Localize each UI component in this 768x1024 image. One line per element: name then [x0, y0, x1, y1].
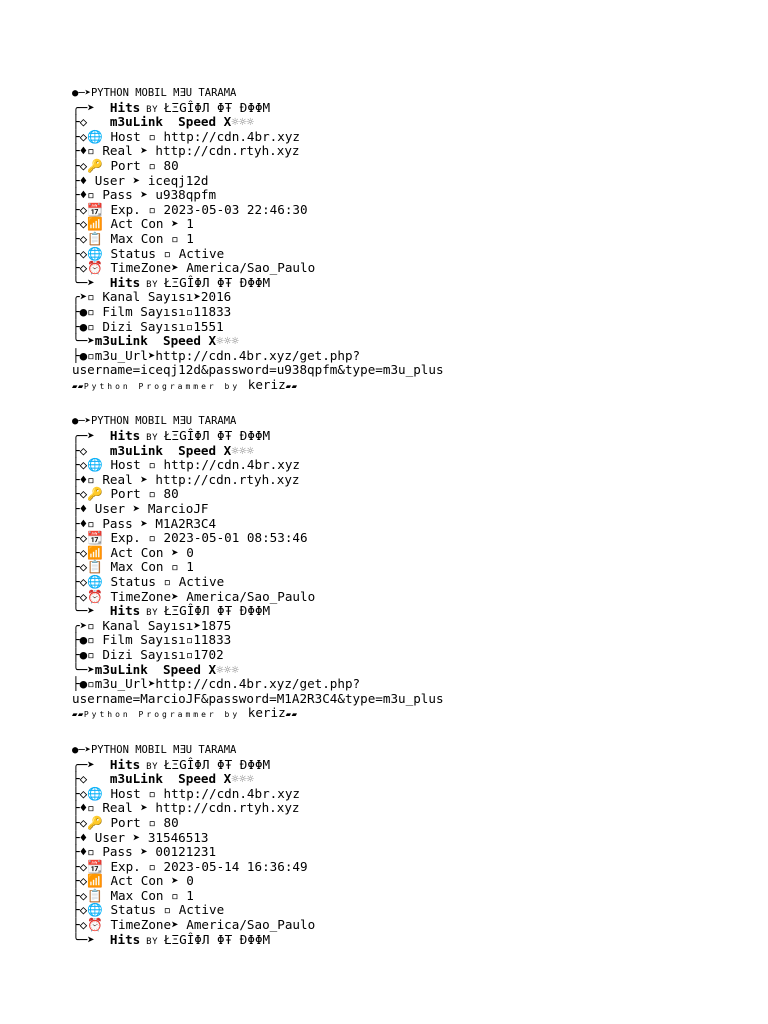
hits-name: ŁΞGÎΦЛ ΦŦ ÐΦΦМ — [163, 931, 271, 947]
real-value: http://cdn.rtyh.xyz — [155, 800, 300, 816]
document-body — [72, 86, 752, 969]
scan-header — [72, 743, 752, 758]
pass-row — [72, 517, 752, 532]
exp-row — [72, 203, 752, 218]
film-value: 11833 — [193, 303, 232, 319]
url-query: username=iceqj12d&password=u938qpfm&type=m3u_plus — [72, 362, 444, 378]
real-row — [72, 144, 752, 159]
result-block — [72, 86, 752, 392]
host-label: Host ▫ — [110, 785, 164, 801]
link-speed-label: m3uLink Speed X — [109, 114, 232, 130]
user-label: User ➤ — [94, 829, 148, 845]
hits-name: ŁΞGÎΦЛ ΦŦ ÐΦΦМ — [163, 756, 271, 772]
hits-end-line — [72, 933, 752, 948]
hits-name: ŁΞGÎΦЛ ΦŦ ÐΦΦМ — [163, 603, 271, 619]
hits-line — [72, 758, 752, 773]
globe-icon: ├◇🌐 — [72, 902, 111, 918]
stars-icon: ☼☼☼ — [216, 333, 239, 349]
port-value: 80 — [163, 157, 179, 173]
user-label: User ➤ — [94, 501, 148, 517]
user-value: iceqj12d — [147, 172, 209, 188]
tree-prefix: ├●▫ — [72, 318, 103, 334]
max-value: 1 — [186, 230, 194, 246]
real-row — [72, 473, 752, 488]
status-value: Active — [178, 902, 225, 918]
max-label: Max Con ▫ — [110, 559, 187, 575]
port-label: Port ▫ — [110, 157, 164, 173]
pass-label: Pass ➤ — [102, 844, 156, 860]
hits-name: ŁΞGÎΦЛ ΦŦ ÐΦΦМ — [163, 274, 271, 290]
kanal-row — [72, 619, 752, 634]
url-label: m3u_Url➤ — [94, 676, 156, 692]
exp-label: Exp. ▫ — [110, 858, 164, 874]
signal-icon: ├◇📶 — [72, 544, 111, 560]
link-speed-label: m3uLink Speed X — [94, 661, 217, 677]
tree-prefix: ├♦▫ — [72, 143, 103, 159]
port-row — [72, 487, 752, 502]
scan-header — [72, 414, 752, 429]
port-value: 80 — [163, 814, 179, 830]
tree-prefix: ╰─➤ — [72, 603, 110, 619]
tree-prefix: ├◇ — [72, 442, 110, 458]
footer-line — [72, 706, 752, 721]
dizi-label: Dizi Sayısı▫ — [102, 646, 194, 662]
clipboard-icon: ├◇📋 — [72, 559, 111, 575]
header-text: ●─➤PYTHON MOBIL MƎU TARAMA — [72, 743, 237, 756]
footer-mark: ▰▰ — [72, 710, 84, 721]
link-speed-label: m3uLink Speed X — [109, 771, 232, 787]
max-value: 1 — [186, 887, 194, 903]
film-row — [72, 633, 752, 648]
tree-prefix: ╰─➤ — [72, 661, 95, 677]
header-text: ●─➤PYTHON MOBIL MƎU TARAMA — [72, 415, 237, 428]
max-label: Max Con ▫ — [110, 230, 187, 246]
timezone-row — [72, 918, 752, 933]
stars-icon: ☼☼☼ — [231, 114, 254, 130]
hits-end-line — [72, 276, 752, 291]
pass-row — [72, 845, 752, 860]
key-icon: ├◇🔑 — [72, 814, 111, 830]
url-row-continued — [72, 692, 752, 707]
footer-line — [72, 378, 752, 393]
url-row-continued — [72, 363, 752, 378]
tree-prefix: ├◇ — [72, 771, 110, 787]
tree-prefix: ├●▫ — [72, 303, 103, 319]
port-row — [72, 159, 752, 174]
key-icon: ├◇🔑 — [72, 157, 111, 173]
kanal-row — [72, 290, 752, 305]
kanal-label: Kanal Sayısı➤ — [102, 617, 201, 633]
signal-icon: ├◇📶 — [72, 873, 111, 889]
hits-line — [72, 101, 752, 116]
globe-icon: ├◇🌐 — [72, 785, 111, 801]
host-label: Host ▫ — [110, 457, 164, 473]
scan-header — [72, 86, 752, 101]
kanal-value: 1875 — [200, 617, 232, 633]
tree-prefix: ├●▫ — [72, 632, 103, 648]
tree-prefix: ├♦▫ — [72, 187, 103, 203]
globe-icon: ├◇🌐 — [72, 245, 111, 261]
clock-icon: ├◇⏰ — [72, 260, 111, 276]
pass-value: 00121231 — [155, 844, 217, 860]
status-row — [72, 247, 752, 262]
user-row — [72, 174, 752, 189]
footer-mark: ▰▰ — [285, 710, 298, 721]
stars-icon: ☼☼☼ — [216, 661, 239, 677]
port-label: Port ▫ — [110, 814, 164, 830]
tree-prefix: ├●▫ — [72, 676, 95, 692]
exp-row — [72, 860, 752, 875]
max-row — [72, 232, 752, 247]
tree-prefix: ├●▫ — [72, 646, 103, 662]
calendar-icon: ├◇📆 — [72, 201, 111, 217]
tree-prefix: ├♦▫ — [72, 844, 103, 860]
clock-icon: ├◇⏰ — [72, 917, 111, 933]
user-value: MarcioJF — [147, 501, 209, 517]
hits-label: Hits — [109, 603, 141, 619]
by-label: BY — [140, 279, 164, 290]
timezone-row — [72, 261, 752, 276]
url-query: username=MarcioJF&password=M1A2R3C4&type=m3u_plus — [72, 690, 444, 706]
host-value: http://cdn.4br.xyz — [163, 457, 300, 473]
act-label: Act Con ➤ — [110, 216, 187, 232]
real-label: Real ➤ — [102, 143, 156, 159]
exp-label: Exp. ▫ — [110, 201, 164, 217]
clipboard-icon: ├◇📋 — [72, 230, 111, 246]
user-value: 31546513 — [147, 829, 209, 845]
result-block — [72, 743, 752, 947]
footer-mark: ▰▰ — [72, 381, 84, 392]
pass-value: M1A2R3C4 — [155, 515, 217, 531]
hits-label: Hits — [109, 99, 141, 115]
pass-label: Pass ➤ — [102, 515, 156, 531]
exp-row — [72, 531, 752, 546]
host-row — [72, 130, 752, 145]
exp-value: 2023-05-03 22:46:30 — [163, 201, 308, 217]
max-row — [72, 889, 752, 904]
calendar-icon: ├◇📆 — [72, 530, 111, 546]
hits-name: ŁΞGÎΦЛ ΦŦ ÐΦΦМ — [163, 428, 271, 444]
user-row — [72, 831, 752, 846]
status-label: Status ▫ — [110, 574, 179, 589]
tree-prefix: ╭─➤ — [72, 428, 110, 444]
footer-mark: ▰▰ — [285, 381, 298, 392]
max-row — [72, 560, 752, 575]
dizi-value: 1551 — [193, 318, 224, 334]
hits-line — [72, 429, 752, 444]
timezone-value: America/Sao_Paulo — [186, 917, 316, 933]
real-value: http://cdn.rtyh.xyz — [155, 471, 300, 487]
exp-value: 2023-05-14 16:36:49 — [163, 858, 308, 874]
tree-prefix: ╰─➤ — [72, 274, 110, 290]
timezone-value: America/Sao_Paulo — [186, 260, 316, 276]
tree-prefix: ╭➤▫ — [72, 617, 103, 633]
dizi-row — [72, 320, 752, 335]
tree-prefix: ╭➤▫ — [72, 289, 103, 305]
kanal-label: Kanal Sayısı➤ — [102, 289, 201, 305]
film-label: Film Sayısı▫ — [102, 303, 194, 319]
host-row — [72, 787, 752, 802]
host-value: http://cdn.4br.xyz — [163, 785, 300, 801]
globe-icon: ├◇🌐 — [72, 574, 111, 589]
act-value: 1 — [186, 216, 194, 232]
port-value: 80 — [163, 486, 179, 502]
tree-prefix: ╰─➤ — [72, 931, 110, 947]
url-value: http://cdn.4br.xyz/get.php? — [155, 347, 361, 363]
link-line — [72, 444, 752, 459]
host-row — [72, 458, 752, 473]
stars-icon: ☼☼☼ — [231, 442, 254, 458]
header-text: ●─➤PYTHON MOBIL MƎU TARAMA — [72, 87, 237, 99]
calendar-icon: ├◇📆 — [72, 858, 111, 874]
link-speed-label: m3uLink Speed X — [109, 442, 232, 458]
kanal-value: 2016 — [200, 289, 232, 305]
port-row — [72, 816, 752, 831]
act-row — [72, 874, 752, 889]
hits-name: ŁΞGÎΦЛ ΦŦ ÐΦΦМ — [163, 99, 271, 115]
film-label: Film Sayısı▫ — [102, 632, 194, 648]
status-label: Status ▫ — [110, 245, 179, 261]
by-label: BY — [140, 104, 164, 115]
by-label: BY — [140, 936, 164, 947]
act-value: 0 — [186, 873, 194, 889]
host-label: Host ▫ — [110, 128, 164, 144]
pass-row — [72, 188, 752, 203]
tree-prefix: ├♦ — [72, 829, 95, 845]
timezone-label: TimeZone➤ — [110, 260, 187, 276]
pass-label: Pass ➤ — [102, 187, 156, 203]
dizi-value: 1702 — [193, 646, 224, 662]
act-value: 0 — [186, 544, 194, 560]
url-row — [72, 349, 752, 364]
url-row — [72, 677, 752, 692]
act-row — [72, 546, 752, 561]
film-value: 11833 — [193, 632, 232, 648]
max-value: 1 — [186, 559, 194, 575]
link-speed-label: m3uLink Speed X — [94, 333, 217, 349]
tree-prefix: ╰─➤ — [72, 333, 95, 349]
link-end-line — [72, 663, 752, 678]
hits-label: Hits — [109, 274, 141, 290]
stars-icon: ☼☼☼ — [231, 771, 254, 787]
link-end-line — [72, 334, 752, 349]
timezone-value: America/Sao_Paulo — [186, 588, 316, 604]
tree-prefix: ├♦▫ — [72, 471, 103, 487]
key-icon: ├◇🔑 — [72, 486, 111, 502]
globe-icon: ├◇🌐 — [72, 128, 111, 144]
act-row — [72, 217, 752, 232]
dizi-row — [72, 648, 752, 663]
result-block — [72, 414, 752, 720]
status-value: Active — [178, 245, 225, 261]
timezone-label: TimeZone➤ — [110, 917, 187, 933]
hits-label: Hits — [109, 931, 141, 947]
user-row — [72, 502, 752, 517]
exp-label: Exp. ▫ — [110, 530, 164, 546]
by-label: BY — [140, 433, 164, 444]
footer-name: keriz — [240, 705, 286, 721]
user-label: User ➤ — [94, 172, 148, 188]
url-label: m3u_Url➤ — [94, 347, 156, 363]
tree-prefix: ╭─➤ — [72, 99, 110, 115]
act-label: Act Con ➤ — [110, 544, 187, 560]
tree-prefix: ├♦▫ — [72, 515, 103, 531]
clipboard-icon: ├◇📋 — [72, 887, 111, 903]
by-label: BY — [140, 761, 164, 772]
signal-icon: ├◇📶 — [72, 216, 111, 232]
max-label: Max Con ▫ — [110, 887, 187, 903]
act-label: Act Con ➤ — [110, 873, 187, 889]
link-line — [72, 115, 752, 130]
tree-prefix: ├♦ — [72, 172, 95, 188]
real-label: Real ➤ — [102, 800, 156, 816]
timezone-label: TimeZone➤ — [110, 588, 187, 604]
hits-label: Hits — [109, 756, 141, 772]
url-value: http://cdn.4br.xyz/get.php? — [155, 676, 361, 692]
link-line — [72, 772, 752, 787]
timezone-row — [72, 590, 752, 605]
host-value: http://cdn.4br.xyz — [163, 128, 300, 144]
tree-prefix: ├◇ — [72, 114, 110, 130]
footer-name: keriz — [240, 376, 286, 392]
tree-prefix: ├●▫ — [72, 347, 95, 363]
footer-text: Python Programmer by — [83, 710, 241, 720]
dizi-label: Dizi Sayısı▫ — [102, 318, 194, 334]
exp-value: 2023-05-01 08:53:46 — [163, 530, 308, 546]
clock-icon: ├◇⏰ — [72, 588, 111, 604]
hits-end-line — [72, 604, 752, 619]
status-label: Status ▫ — [110, 902, 179, 918]
status-row — [72, 903, 752, 918]
real-value: http://cdn.rtyh.xyz — [155, 143, 300, 159]
tree-prefix: ├♦▫ — [72, 800, 103, 816]
pass-value: u938qpfm — [155, 187, 217, 203]
globe-icon: ├◇🌐 — [72, 457, 111, 473]
real-row — [72, 801, 752, 816]
status-row — [72, 575, 752, 590]
tree-prefix: ├♦ — [72, 501, 95, 517]
status-value: Active — [178, 574, 225, 589]
real-label: Real ➤ — [102, 471, 156, 487]
film-row — [72, 305, 752, 320]
tree-prefix: ╭─➤ — [72, 756, 110, 772]
hits-label: Hits — [109, 428, 141, 444]
footer-text: Python Programmer by — [83, 381, 241, 391]
port-label: Port ▫ — [110, 486, 164, 502]
by-label: BY — [140, 608, 164, 619]
